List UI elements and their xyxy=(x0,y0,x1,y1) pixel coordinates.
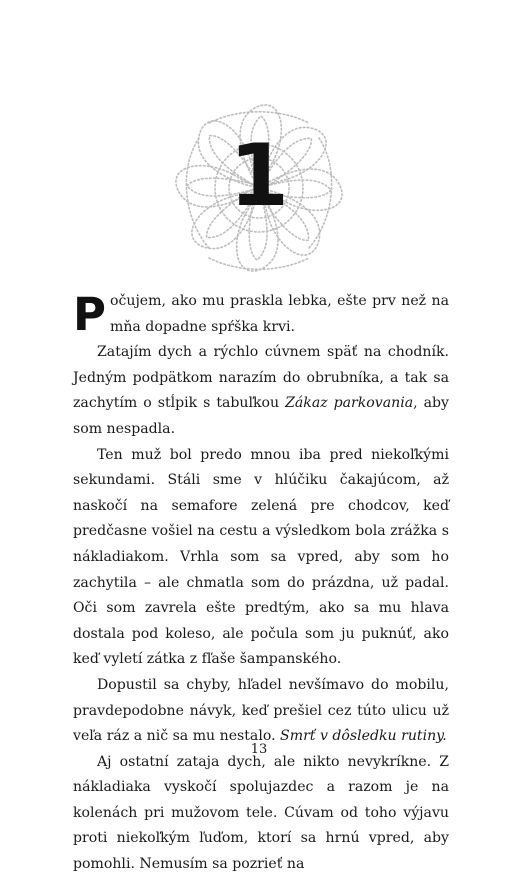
paragraph xyxy=(73,443,449,673)
drop-cap: P xyxy=(73,288,106,341)
paragraph-text: Ten muž bol predo mnou iba pred niekoľkými sekundami. Stáli sme v hlúčiku čakajúcom, až naskočí na semafore zelená pre chodcov, keď predčasne vošiel na cestu a výsledkom bola zrážka s nákladiakom. Vrhla som sa vpred, aby som ho zachytila – ale chmatla som do prázdna, už padal. Oči som zavrela ešte predtým, ako sa mu hlava dostala pod koleso, ale počula som ju puknúť, ako keď vyletí zátka z fľaše šampanského. xyxy=(73,446,449,668)
chapter-number: 1 xyxy=(229,126,289,226)
paragraph xyxy=(73,289,449,340)
paragraph xyxy=(73,673,449,750)
page-number: 13 xyxy=(250,742,268,757)
paragraph xyxy=(73,750,449,878)
paragraph-text: Dopustil sa chyby, hľadel nevšímavo do mobilu, pravdepodobne návyk, keď prešiel cez túto ulicu už veľa ráz a nič sa mu nestalo. xyxy=(73,676,449,745)
italic-text: Smrť v dôsledku rutiny. xyxy=(280,728,447,745)
paragraph-text: Aj ostatní zataja dych, ale nikto nevykríkne. Z nákladiaka vyskočí spolujazdec a razom je na kolenách pri mužovom tele. Cúvam od toho výjavu proti niekoľkým ľuďom, ktorí sa hrnú vpred, aby pomohli. Nemusím sa pozrieť na xyxy=(73,753,449,873)
paragraph xyxy=(73,340,449,442)
paragraph-text: Zatajím dych a rýchlo cúvnem späť na chodník. Jedným podpätkom narazím do obrubníka, a tak sa zachytím o stĺpik s tabuľkou xyxy=(73,344,449,412)
paragraph-text: očujem, ako mu praskla lebka, ešte prv než na mňa dopadne spŕška krvi. xyxy=(109,293,449,335)
chapter-body-text xyxy=(73,289,449,878)
italic-text: Zákaz parkovania xyxy=(285,395,414,412)
paragraph-text: , aby som nespadla. xyxy=(73,395,449,437)
